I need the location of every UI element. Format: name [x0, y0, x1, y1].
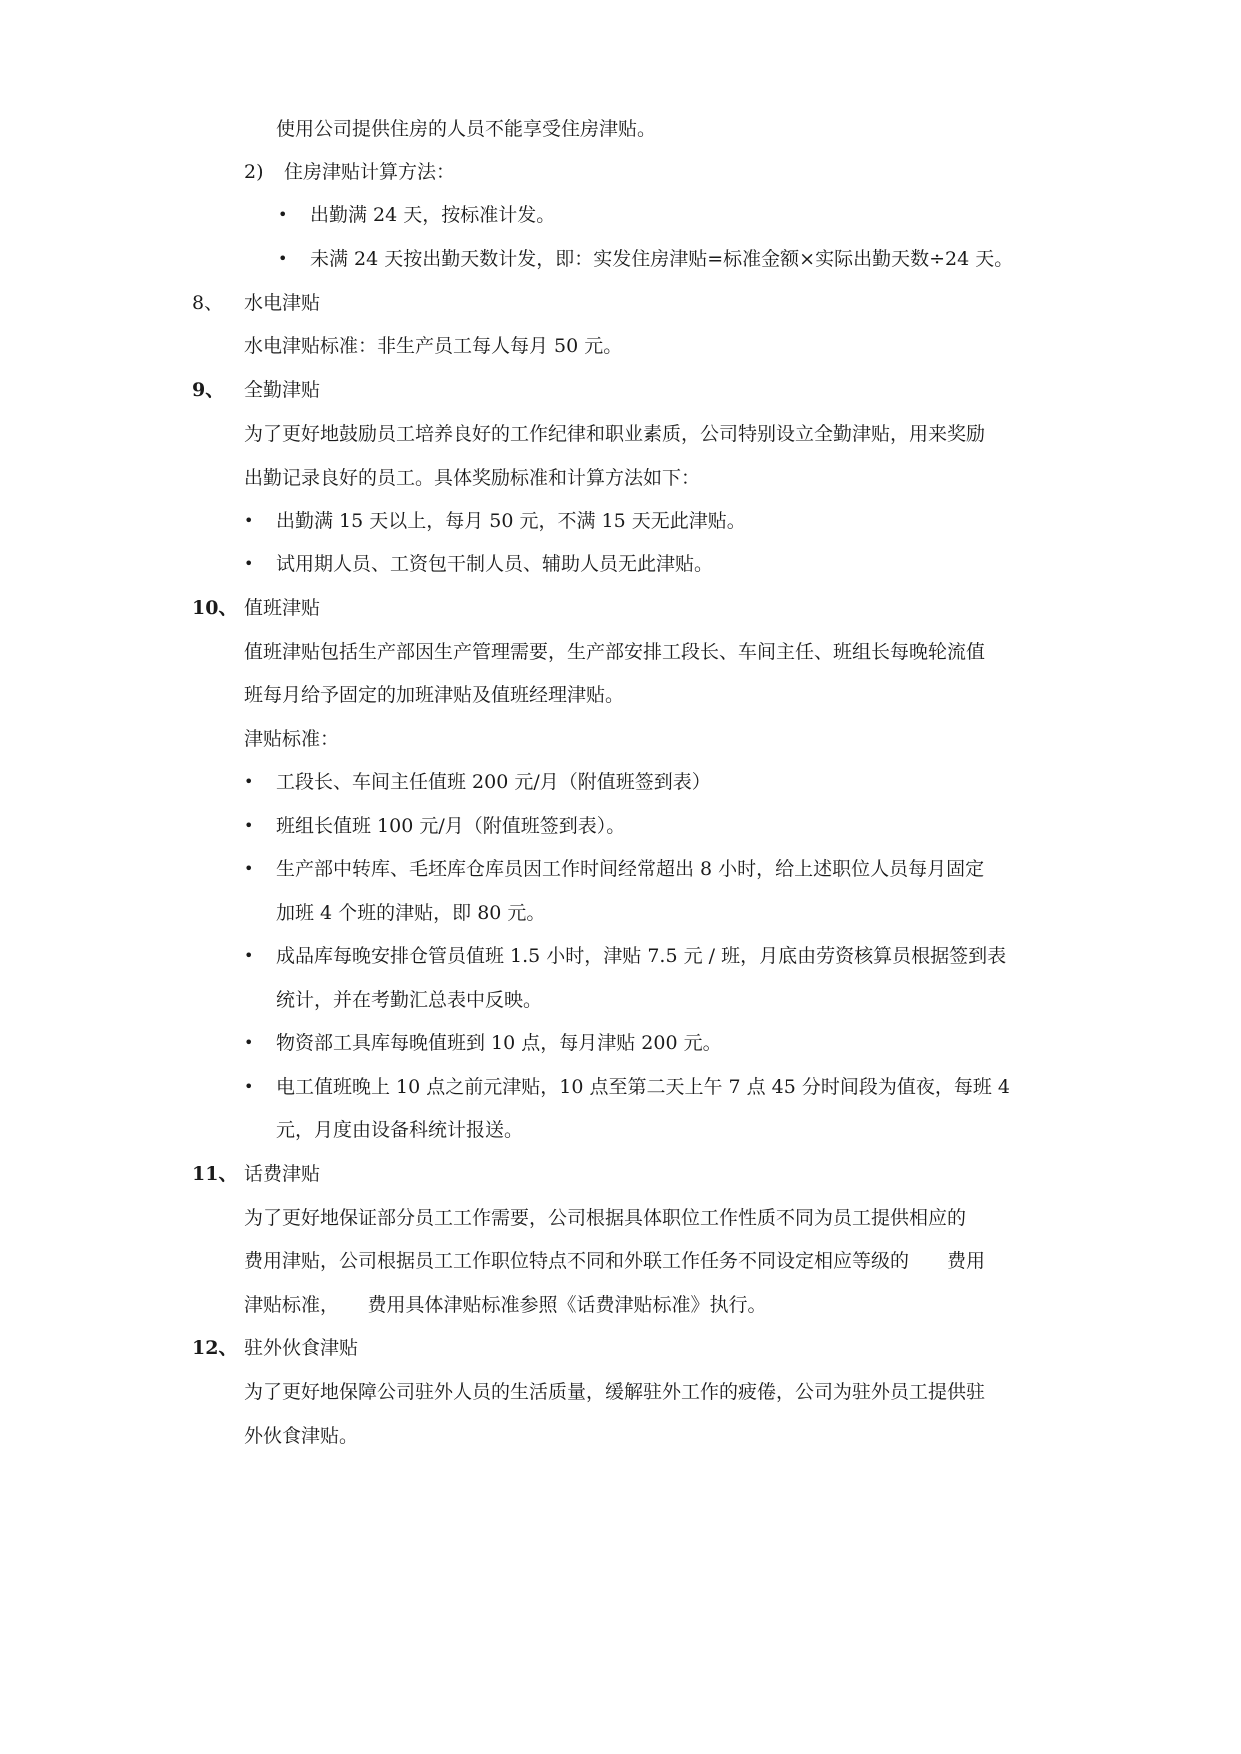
bullet-icon: •	[278, 249, 288, 268]
item-number: 2)	[244, 161, 264, 183]
bullet-icon: •	[278, 205, 288, 224]
paragraph: 出勤记录良好的员工。具体奖励标准和计算方法如下：	[244, 467, 701, 489]
housing-rule-1: 出勤满 24 天，按标准计发。	[310, 204, 556, 226]
list-item: 班组长值班 100 元/月（附值班签到表）。	[276, 815, 626, 837]
list-item-continued: 元，月度由设备科统计报送。	[276, 1119, 524, 1141]
housing-note: 使用公司提供住房的人员不能享受住房津贴。	[276, 118, 657, 140]
section-number: 11、	[192, 1163, 238, 1185]
housing-rule-2: 未满 24 天按出勤天数计发，即：实发住房津贴=标准金额×实际出勤天数÷24 天。	[310, 248, 1014, 270]
section-number: 12、	[192, 1337, 238, 1359]
paragraph: 为了更好地鼓励员工培养良好的工作纪律和职业素质，公司特别设立全勤津贴，用来奖励	[244, 423, 986, 445]
bullet-icon: •	[244, 554, 254, 573]
paragraph: 值班津贴包括生产部因生产管理需要，生产部安排工段长、车间主任、班组长每晚轮流值	[244, 641, 986, 663]
bullet-icon: •	[244, 816, 254, 835]
paragraph: 为了更好地保证部分员工工作需要，公司根据具体职位工作性质不同为员工提供相应的	[244, 1207, 967, 1229]
paragraph: 外伙食津贴。	[244, 1425, 359, 1447]
bullet-icon: •	[244, 1033, 254, 1052]
section-title: 驻外伙食津贴	[244, 1337, 359, 1359]
section-title: 水电津贴	[244, 292, 321, 314]
list-item-continued: 统计，并在考勤汇总表中反映。	[276, 989, 543, 1011]
section-number: 8、	[192, 292, 224, 314]
bullet-icon: •	[244, 1077, 254, 1096]
section-title: 值班津贴	[244, 597, 321, 619]
list-item-continued: 加班 4 个班的津贴，即 80 元。	[276, 902, 546, 924]
list-item: 出勤满 15 天以上，每月 50 元，不满 15 天无此津贴。	[276, 510, 746, 532]
housing-calc-heading: 住房津贴计算方法：	[284, 161, 456, 183]
paragraph: 津贴标准：	[244, 728, 340, 750]
paragraph: 水电津贴标准：非生产员工每人每月 50 元。	[244, 335, 623, 357]
section-number: 10、	[192, 597, 238, 619]
section-title: 话费津贴	[244, 1163, 321, 1185]
paragraph: 费用津贴，公司根据员工工作职位特点不同和外联工作任务不同设定相应等级的 费用	[244, 1250, 986, 1272]
paragraph: 津贴标准， 费用具体津贴标准参照《话费津贴标准》执行。	[244, 1294, 767, 1316]
bullet-icon: •	[244, 511, 254, 530]
list-item: 工段长、车间主任值班 200 元/月（附值班签到表）	[276, 771, 711, 793]
list-item: 电工值班晚上 10 点之前元津贴，10 点至第二天上午 7 点 45 分时间段为值夜，每班 4	[276, 1076, 1011, 1098]
bullet-icon: •	[244, 859, 254, 878]
list-item: 试用期人员、工资包干制人员、辅助人员无此津贴。	[276, 553, 714, 575]
section-number: 9、	[192, 379, 225, 401]
bullet-icon: •	[244, 946, 254, 965]
list-item: 生产部中转库、毛坯库仓库员因工作时间经常超出 8 小时，给上述职位人员每月固定	[276, 858, 985, 880]
list-item: 物资部工具库每晚值班到 10 点，每月津贴 200 元。	[276, 1032, 722, 1054]
section-title: 全勤津贴	[244, 379, 321, 401]
bullet-icon: •	[244, 772, 254, 791]
paragraph: 班每月给予固定的加班津贴及值班经理津贴。	[244, 684, 625, 706]
paragraph: 为了更好地保障公司驻外人员的生活质量，缓解驻外工作的疲倦，公司为驻外员工提供驻	[244, 1381, 986, 1403]
list-item: 成品库每晚安排仓管员值班 1.5 小时，津贴 7.5 元 / 班，月底由劳资核算员根据签到表	[276, 945, 1007, 967]
